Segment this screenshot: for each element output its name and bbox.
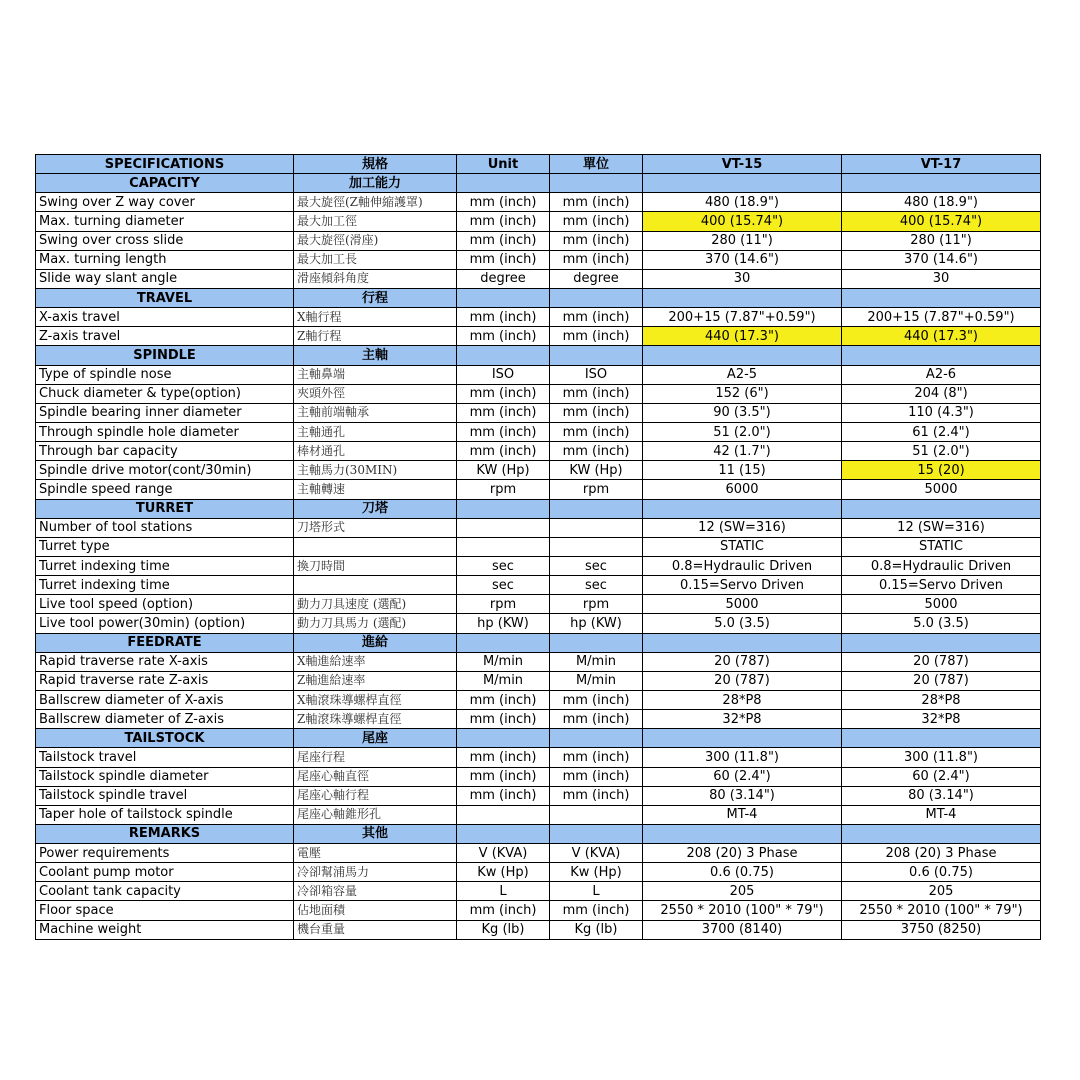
value-vt15: A2-5 <box>643 365 842 384</box>
unit-cell <box>457 824 550 843</box>
unit-cell: rpm <box>457 480 550 499</box>
value-vt15 <box>643 729 842 748</box>
unit-cell: mm (inch) <box>457 384 550 403</box>
unit-zh-cell: KW (Hp) <box>550 461 643 480</box>
header-model-vt15: VT-15 <box>643 155 842 174</box>
spec-label-zh: 尾座心軸錐形孔 <box>294 805 457 824</box>
unit-zh-cell <box>550 537 643 556</box>
section-header-row <box>36 174 1041 193</box>
spec-label: Tailstock spindle travel <box>36 786 294 805</box>
value-vt15 <box>643 174 842 193</box>
spec-label-zh: 主軸轉速 <box>294 480 457 499</box>
spec-label-zh: 主軸前端軸承 <box>294 403 457 422</box>
spec-label: Coolant pump motor <box>36 863 294 882</box>
spec-label-zh: 尾座心軸直徑 <box>294 767 457 786</box>
spec-label-zh: 換刀時間 <box>294 556 457 575</box>
unit-cell: mm (inch) <box>457 212 550 231</box>
spec-label-zh: 夾頭外徑 <box>294 384 457 403</box>
unit-zh-cell <box>550 346 643 365</box>
spec-label-zh: 佔地面積 <box>294 901 457 920</box>
unit-cell: mm (inch) <box>457 767 550 786</box>
table-row <box>36 595 1041 614</box>
spec-label: Live tool power(30min) (option) <box>36 614 294 633</box>
section-title: TAILSTOCK <box>36 729 294 748</box>
value-vt17: 51 (2.0") <box>842 442 1041 461</box>
spec-label-zh: 動力刀具速度 (選配) <box>294 595 457 614</box>
unit-zh-cell <box>550 824 643 843</box>
spec-label-zh: 尾座心軸行程 <box>294 786 457 805</box>
value-vt17 <box>842 174 1041 193</box>
value-vt15: 300 (11.8") <box>643 748 842 767</box>
value-vt17: MT-4 <box>842 805 1041 824</box>
spec-label: Power requirements <box>36 844 294 863</box>
unit-zh-cell: mm (inch) <box>550 231 643 250</box>
value-vt15 <box>643 633 842 652</box>
value-vt17: STATIC <box>842 537 1041 556</box>
value-vt15: 440 (17.3") <box>643 327 842 346</box>
unit-cell <box>457 499 550 518</box>
spec-label: Type of spindle nose <box>36 365 294 384</box>
unit-cell: ISO <box>457 365 550 384</box>
value-vt17: 205 <box>842 882 1041 901</box>
spec-label-zh: 刀塔形式 <box>294 518 457 537</box>
value-vt15 <box>643 288 842 307</box>
spec-label: Floor space <box>36 901 294 920</box>
spec-label-zh: 主軸鼻端 <box>294 365 457 384</box>
value-vt17: 440 (17.3") <box>842 327 1041 346</box>
table-row <box>36 805 1041 824</box>
spec-label-zh: 最大加工長 <box>294 250 457 269</box>
unit-cell <box>457 729 550 748</box>
unit-zh-cell: mm (inch) <box>550 212 643 231</box>
spec-label: X-axis travel <box>36 308 294 327</box>
section-title: CAPACITY <box>36 174 294 193</box>
spec-label: Swing over cross slide <box>36 231 294 250</box>
value-vt17: 5.0 (3.5) <box>842 614 1041 633</box>
unit-zh-cell: sec <box>550 556 643 575</box>
spec-label-zh <box>294 537 457 556</box>
table-row <box>36 901 1041 920</box>
value-vt17: 60 (2.4") <box>842 767 1041 786</box>
spec-label-zh: 機台重量 <box>294 920 457 939</box>
unit-zh-cell: mm (inch) <box>550 442 643 461</box>
value-vt15: MT-4 <box>643 805 842 824</box>
value-vt17: 5000 <box>842 595 1041 614</box>
value-vt15: 152 (6") <box>643 384 842 403</box>
table-row <box>36 767 1041 786</box>
unit-cell: hp (KW) <box>457 614 550 633</box>
unit-zh-cell: hp (KW) <box>550 614 643 633</box>
value-vt15: 80 (3.14") <box>643 786 842 805</box>
spec-label: Tailstock travel <box>36 748 294 767</box>
value-vt17: 3750 (8250) <box>842 920 1041 939</box>
value-vt15: 30 <box>643 269 842 288</box>
value-vt17: 480 (18.9") <box>842 193 1041 212</box>
table-row <box>36 844 1041 863</box>
value-vt17: 80 (3.14") <box>842 786 1041 805</box>
table-row <box>36 652 1041 671</box>
unit-zh-cell: mm (inch) <box>550 422 643 441</box>
value-vt15: 32*P8 <box>643 710 842 729</box>
table-row <box>36 882 1041 901</box>
spec-label: Turret indexing time <box>36 556 294 575</box>
value-vt15 <box>643 824 842 843</box>
section-title: REMARKS <box>36 824 294 843</box>
table-row <box>36 518 1041 537</box>
unit-cell: mm (inch) <box>457 786 550 805</box>
value-vt15: 42 (1.7") <box>643 442 842 461</box>
spec-label: Z-axis travel <box>36 327 294 346</box>
spec-label: Number of tool stations <box>36 518 294 537</box>
unit-cell: mm (inch) <box>457 748 550 767</box>
value-vt17: 300 (11.8") <box>842 748 1041 767</box>
value-vt15: 3700 (8140) <box>643 920 842 939</box>
spec-label: Slide way slant angle <box>36 269 294 288</box>
value-vt17: 28*P8 <box>842 690 1041 709</box>
table-row <box>36 461 1041 480</box>
unit-zh-cell <box>550 518 643 537</box>
spec-label: Live tool speed (option) <box>36 595 294 614</box>
unit-zh-cell: mm (inch) <box>550 710 643 729</box>
spec-label-zh: X軸進給速率 <box>294 652 457 671</box>
unit-zh-cell <box>550 174 643 193</box>
table-row <box>36 193 1041 212</box>
unit-zh-cell: Kw (Hp) <box>550 863 643 882</box>
section-title: TURRET <box>36 499 294 518</box>
unit-zh-cell: mm (inch) <box>550 748 643 767</box>
section-header-row <box>36 729 1041 748</box>
spec-label-zh: X軸滾珠導螺桿直徑 <box>294 690 457 709</box>
unit-zh-cell: mm (inch) <box>550 767 643 786</box>
value-vt17: 2550 * 2010 (100" * 79") <box>842 901 1041 920</box>
table-row <box>36 422 1041 441</box>
spec-label-zh: 棒材通孔 <box>294 442 457 461</box>
spec-label: Rapid traverse rate X-axis <box>36 652 294 671</box>
unit-zh-cell <box>550 633 643 652</box>
section-header-row <box>36 499 1041 518</box>
spec-label-zh: 滑座傾斜角度 <box>294 269 457 288</box>
unit-zh-cell: Kg (lb) <box>550 920 643 939</box>
unit-zh-cell: rpm <box>550 595 643 614</box>
section-title-zh: 其他 <box>294 824 457 843</box>
unit-zh-cell <box>550 288 643 307</box>
spec-label: Max. turning length <box>36 250 294 269</box>
value-vt15: 5.0 (3.5) <box>643 614 842 633</box>
value-vt17: 200+15 (7.87"+0.59") <box>842 308 1041 327</box>
spec-label: Rapid traverse rate Z-axis <box>36 671 294 690</box>
unit-cell: L <box>457 882 550 901</box>
table-row <box>36 212 1041 231</box>
spec-label: Ballscrew diameter of X-axis <box>36 690 294 709</box>
unit-cell: mm (inch) <box>457 250 550 269</box>
unit-zh-cell: M/min <box>550 652 643 671</box>
spec-label: Coolant tank capacity <box>36 882 294 901</box>
table-row <box>36 671 1041 690</box>
unit-cell: mm (inch) <box>457 193 550 212</box>
value-vt17: 5000 <box>842 480 1041 499</box>
value-vt15: 0.8=Hydraulic Driven <box>643 556 842 575</box>
spec-label: Through spindle hole diameter <box>36 422 294 441</box>
spec-label-zh: 最大旋徑(Z軸伸縮護罩) <box>294 193 457 212</box>
unit-cell <box>457 537 550 556</box>
unit-cell: mm (inch) <box>457 901 550 920</box>
spec-label: Chuck diameter & type(option) <box>36 384 294 403</box>
spec-label: Taper hole of tailstock spindle <box>36 805 294 824</box>
value-vt17: 110 (4.3") <box>842 403 1041 422</box>
value-vt17 <box>842 729 1041 748</box>
spec-label: Spindle speed range <box>36 480 294 499</box>
unit-cell: mm (inch) <box>457 231 550 250</box>
section-header-row <box>36 633 1041 652</box>
value-vt15: 280 (11") <box>643 231 842 250</box>
unit-cell: V (KVA) <box>457 844 550 863</box>
value-vt17 <box>842 288 1041 307</box>
spec-label-zh: Z軸進給速率 <box>294 671 457 690</box>
table-row <box>36 231 1041 250</box>
table-row <box>36 308 1041 327</box>
value-vt15: 5000 <box>643 595 842 614</box>
table-row <box>36 327 1041 346</box>
spec-label-zh: 尾座行程 <box>294 748 457 767</box>
value-vt15 <box>643 346 842 365</box>
spec-label: Max. turning diameter <box>36 212 294 231</box>
unit-cell: rpm <box>457 595 550 614</box>
value-vt17: A2-6 <box>842 365 1041 384</box>
section-title: SPINDLE <box>36 346 294 365</box>
unit-cell: mm (inch) <box>457 690 550 709</box>
section-title-zh: 加工能力 <box>294 174 457 193</box>
table-body <box>36 174 1041 940</box>
unit-zh-cell: mm (inch) <box>550 403 643 422</box>
unit-zh-cell: mm (inch) <box>550 690 643 709</box>
unit-zh-cell <box>550 729 643 748</box>
unit-cell: M/min <box>457 671 550 690</box>
unit-zh-cell: ISO <box>550 365 643 384</box>
unit-zh-cell: L <box>550 882 643 901</box>
spec-label-zh <box>294 576 457 595</box>
value-vt17: 400 (15.74") <box>842 212 1041 231</box>
unit-cell: degree <box>457 269 550 288</box>
unit-cell: Kg (lb) <box>457 920 550 939</box>
value-vt15: 90 (3.5") <box>643 403 842 422</box>
table-row <box>36 614 1041 633</box>
spec-label-zh: 冷卻幫浦馬力 <box>294 863 457 882</box>
value-vt15: 400 (15.74") <box>643 212 842 231</box>
unit-zh-cell: mm (inch) <box>550 193 643 212</box>
unit-zh-cell: sec <box>550 576 643 595</box>
value-vt15: 0.6 (0.75) <box>643 863 842 882</box>
unit-zh-cell: mm (inch) <box>550 384 643 403</box>
spec-label-zh: 電壓 <box>294 844 457 863</box>
spec-label-zh: Z軸行程 <box>294 327 457 346</box>
section-title-zh: 主軸 <box>294 346 457 365</box>
header-unit: Unit <box>457 155 550 174</box>
unit-zh-cell: mm (inch) <box>550 327 643 346</box>
unit-zh-cell: V (KVA) <box>550 844 643 863</box>
value-vt17: 15 (20) <box>842 461 1041 480</box>
table-row <box>36 250 1041 269</box>
unit-zh-cell: degree <box>550 269 643 288</box>
value-vt15: 2550 * 2010 (100" * 79") <box>643 901 842 920</box>
spec-label: Spindle drive motor(cont/30min) <box>36 461 294 480</box>
value-vt17: 12 (SW=316) <box>842 518 1041 537</box>
section-header-row <box>36 824 1041 843</box>
spec-label: Ballscrew diameter of Z-axis <box>36 710 294 729</box>
unit-cell <box>457 346 550 365</box>
specification-table <box>35 154 1041 940</box>
value-vt17: 208 (20) 3 Phase <box>842 844 1041 863</box>
value-vt17: 61 (2.4") <box>842 422 1041 441</box>
unit-cell: Kw (Hp) <box>457 863 550 882</box>
table-row <box>36 365 1041 384</box>
value-vt15: 200+15 (7.87"+0.59") <box>643 308 842 327</box>
value-vt15: 51 (2.0") <box>643 422 842 441</box>
table-row <box>36 748 1041 767</box>
spec-label: Machine weight <box>36 920 294 939</box>
value-vt15: 0.15=Servo Driven <box>643 576 842 595</box>
spec-label-zh: Z軸滾珠導螺桿直徑 <box>294 710 457 729</box>
spec-label-zh: 動力刀具馬力 (選配) <box>294 614 457 633</box>
value-vt17: 0.6 (0.75) <box>842 863 1041 882</box>
table-row <box>36 480 1041 499</box>
unit-cell: mm (inch) <box>457 422 550 441</box>
unit-cell: mm (inch) <box>457 308 550 327</box>
unit-zh-cell: rpm <box>550 480 643 499</box>
table-row <box>36 384 1041 403</box>
header-unit-zh: 單位 <box>550 155 643 174</box>
value-vt15: 20 (787) <box>643 652 842 671</box>
unit-zh-cell <box>550 805 643 824</box>
value-vt17: 0.8=Hydraulic Driven <box>842 556 1041 575</box>
value-vt17 <box>842 346 1041 365</box>
value-vt17: 32*P8 <box>842 710 1041 729</box>
section-title: FEEDRATE <box>36 633 294 652</box>
value-vt17: 370 (14.6") <box>842 250 1041 269</box>
unit-zh-cell: mm (inch) <box>550 786 643 805</box>
table-row <box>36 920 1041 939</box>
table-row <box>36 556 1041 575</box>
unit-cell <box>457 518 550 537</box>
section-title-zh: 刀塔 <box>294 499 457 518</box>
value-vt15: 60 (2.4") <box>643 767 842 786</box>
header-spec-zh: 規格 <box>294 155 457 174</box>
spec-label-zh: 最大旋徑(滑座) <box>294 231 457 250</box>
section-header-row <box>36 288 1041 307</box>
unit-zh-cell: mm (inch) <box>550 308 643 327</box>
spec-label-zh: X軸行程 <box>294 308 457 327</box>
table-row <box>36 576 1041 595</box>
value-vt15: 28*P8 <box>643 690 842 709</box>
spec-label-zh: 主軸馬力(30MIN) <box>294 461 457 480</box>
section-title-zh: 尾座 <box>294 729 457 748</box>
unit-cell: mm (inch) <box>457 403 550 422</box>
unit-cell: mm (inch) <box>457 327 550 346</box>
spec-label: Spindle bearing inner diameter <box>36 403 294 422</box>
spec-label: Swing over Z way cover <box>36 193 294 212</box>
section-title: TRAVEL <box>36 288 294 307</box>
value-vt15: 12 (SW=316) <box>643 518 842 537</box>
table-row <box>36 690 1041 709</box>
value-vt15: 480 (18.9") <box>643 193 842 212</box>
value-vt15: 6000 <box>643 480 842 499</box>
table-row <box>36 403 1041 422</box>
value-vt17: 20 (787) <box>842 671 1041 690</box>
value-vt17: 30 <box>842 269 1041 288</box>
unit-zh-cell: mm (inch) <box>550 250 643 269</box>
section-header-row <box>36 346 1041 365</box>
spec-label: Turret indexing time <box>36 576 294 595</box>
section-title-zh: 行程 <box>294 288 457 307</box>
unit-cell: mm (inch) <box>457 710 550 729</box>
value-vt17: 20 (787) <box>842 652 1041 671</box>
unit-cell <box>457 174 550 193</box>
value-vt15: 208 (20) 3 Phase <box>643 844 842 863</box>
unit-zh-cell: mm (inch) <box>550 901 643 920</box>
unit-cell <box>457 288 550 307</box>
unit-zh-cell <box>550 499 643 518</box>
unit-cell <box>457 633 550 652</box>
header-specifications: SPECIFICATIONS <box>36 155 294 174</box>
unit-cell: sec <box>457 576 550 595</box>
value-vt17 <box>842 824 1041 843</box>
spec-label: Tailstock spindle diameter <box>36 767 294 786</box>
value-vt15: 20 (787) <box>643 671 842 690</box>
value-vt17 <box>842 499 1041 518</box>
unit-cell: KW (Hp) <box>457 461 550 480</box>
spec-label-zh: 主軸通孔 <box>294 422 457 441</box>
table-row <box>36 710 1041 729</box>
unit-cell: mm (inch) <box>457 442 550 461</box>
unit-cell: M/min <box>457 652 550 671</box>
value-vt15 <box>643 499 842 518</box>
table-row <box>36 786 1041 805</box>
spec-label: Through bar capacity <box>36 442 294 461</box>
value-vt15: STATIC <box>643 537 842 556</box>
table-row <box>36 863 1041 882</box>
section-title-zh: 進給 <box>294 633 457 652</box>
unit-cell <box>457 805 550 824</box>
value-vt15: 11 (15) <box>643 461 842 480</box>
value-vt15: 370 (14.6") <box>643 250 842 269</box>
value-vt17: 280 (11") <box>842 231 1041 250</box>
unit-zh-cell: M/min <box>550 671 643 690</box>
unit-cell: sec <box>457 556 550 575</box>
spec-label: Turret type <box>36 537 294 556</box>
header-row <box>36 155 1041 174</box>
spec-label-zh: 冷卻箱容量 <box>294 882 457 901</box>
value-vt17: 204 (8") <box>842 384 1041 403</box>
value-vt15: 205 <box>643 882 842 901</box>
header-model-vt17: VT-17 <box>842 155 1041 174</box>
table-row <box>36 442 1041 461</box>
table-row <box>36 269 1041 288</box>
table-row <box>36 537 1041 556</box>
value-vt17: 0.15=Servo Driven <box>842 576 1041 595</box>
spec-label-zh: 最大加工徑 <box>294 212 457 231</box>
value-vt17 <box>842 633 1041 652</box>
